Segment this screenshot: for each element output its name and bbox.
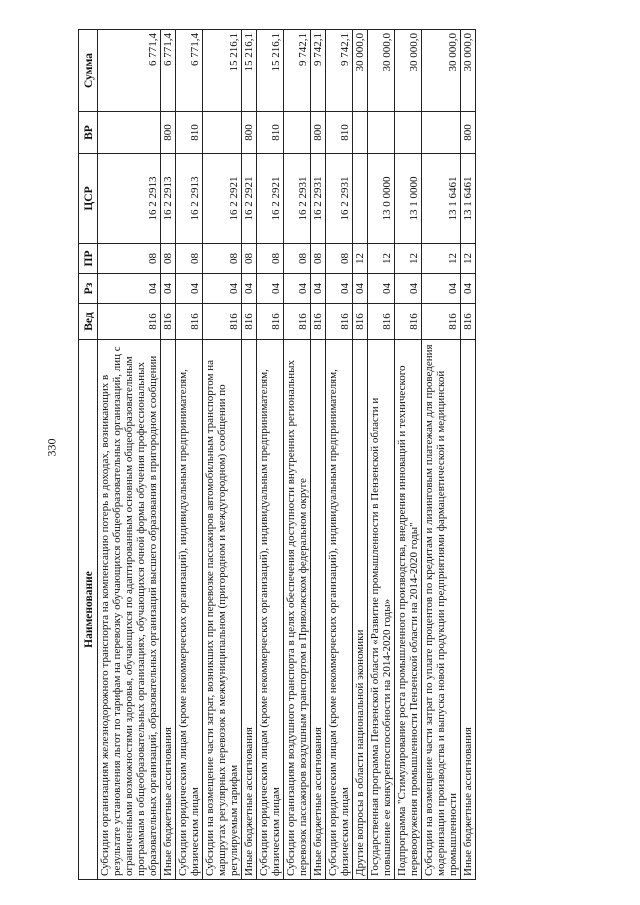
cell-pr: 08 [257,244,284,274]
cell-pr: 12 [422,244,461,274]
cell-sum: 30 000,0 [368,30,395,112]
cell-ved: 816 [203,304,242,340]
cell-sum: 15 216,1 [257,30,284,112]
cell-pr: 08 [326,244,353,274]
cell-name: Субсидии юридическим лицам (кроме некоммерческих организаций), индивидуальным предпринимателям, физическим лицам [326,340,353,880]
header-ved: Вед [79,304,98,340]
cell-vr: 800 [461,112,476,154]
cell-name: Иные бюджетные ассигнования [242,340,257,880]
cell-name: Субсидии организациям воздушного транспорта в целях обеспечения доступности внутренних региональных перевозок пассажиров воздушным транспортом в Приволжском федеральном округе [284,340,311,880]
cell-vr: 800 [161,112,176,154]
cell-csr: 16 2 2921 [242,154,257,244]
table-row [395,30,422,880]
cell-sum: 30 000,0 [422,30,461,112]
cell-ved: 816 [242,304,257,340]
budget-table [78,29,476,880]
table-row [203,30,242,880]
header-sum: Сумма [79,30,98,112]
cell-vr: 800 [242,112,257,154]
cell-ved: 816 [161,304,176,340]
cell-csr: 13 1 6461 [422,154,461,244]
cell-rz: 04 [98,274,161,304]
cell-ved: 816 [176,304,203,340]
cell-csr: 13 1 0000 [395,154,422,244]
cell-pr: 08 [203,244,242,274]
cell-sum: 30 000,0 [395,30,422,112]
header-rz: Рз [79,274,98,304]
table-row [311,30,326,880]
cell-pr: 12 [368,244,395,274]
cell-csr: 16 2 2913 [98,154,161,244]
cell-ved: 816 [326,304,353,340]
cell-vr: 810 [257,112,284,154]
table-row [98,30,161,880]
cell-csr: 16 2 2931 [284,154,311,244]
table-row [284,30,311,880]
cell-ved: 816 [353,304,368,340]
cell-csr: 16 2 2913 [176,154,203,244]
cell-name: Субсидии юридическим лицам (кроме некоммерческих организаций), индивидуальным предпринимателям, физическим лицам [257,340,284,880]
header-row [79,30,98,880]
cell-sum: 30 000,0 [461,30,476,112]
table-row [257,30,284,880]
cell-rz: 04 [368,274,395,304]
cell-vr: 810 [326,112,353,154]
cell-vr: 810 [176,112,203,154]
cell-rz: 04 [461,274,476,304]
cell-vr [203,112,242,154]
cell-sum: 15 216,1 [203,30,242,112]
cell-vr [422,112,461,154]
header-pr: ПР [79,244,98,274]
cell-rz: 04 [422,274,461,304]
table-row [461,30,476,880]
cell-name: Другие вопросы в области национальной экономики [353,340,368,880]
cell-rz: 04 [326,274,353,304]
cell-csr [353,154,368,244]
cell-vr [284,112,311,154]
cell-pr: 08 [311,244,326,274]
cell-sum: 6 771,4 [176,30,203,112]
cell-sum: 15 216,1 [242,30,257,112]
cell-rz: 04 [203,274,242,304]
cell-rz: 04 [176,274,203,304]
cell-name: Субсидии юридическим лицам (кроме некоммерческих организаций), индивидуальным предпринимателям, физическим лицам [176,340,203,880]
cell-ved: 816 [395,304,422,340]
cell-pr: 12 [461,244,476,274]
cell-vr [353,112,368,154]
cell-name: Государственная программа Пензенской области «Развитие промышленности в Пензенской области и повышение ее конкурентоспособности на 2014-2020 годы» [368,340,395,880]
cell-sum: 30 000,0 [353,30,368,112]
cell-name: Субсидии на возмещение части затрат, возникших при перевозке пассажиров автомобильным транспортом на маршрутах регулярных перевозок в межмуниципальном (пригородном и междугородном) сообщении по регулируемым тарифам [203,340,242,880]
header-name: Наименование [79,340,98,880]
cell-name: Подпрограмма "Стимулирование роста промышленного производства, внедрения инноваций и технического перевооружения промышленности Пензенской области на 2014-2020 годы" [395,340,422,880]
cell-name: Субсидии на возмещение части затрат по уплате процентов по кредитам и лизинговым платежам для проведения модернизации производства и выпуска новой продукции предприятиями фармацевтической и медицинской промышленности [422,340,461,880]
cell-pr: 08 [161,244,176,274]
cell-pr: 08 [284,244,311,274]
cell-name: Иные бюджетные ассигнования [461,340,476,880]
cell-rz: 04 [353,274,368,304]
cell-rz: 04 [311,274,326,304]
cell-sum: 6 771,4 [98,30,161,112]
cell-rz: 04 [257,274,284,304]
cell-name: Иные бюджетные ассигнования [311,340,326,880]
table-body [98,30,476,880]
cell-pr: 08 [176,244,203,274]
cell-ved: 816 [257,304,284,340]
cell-name: Субсидии организациям железнодорожного транспорта на компенсацию потерь в доходах, возникающих в результате установления льгот по тарифам на перевозку обучающихся общеобразовательных организаций, лиц с ограниченными возможностями здоровья, обучающихся по адаптированным основным общеобразовательным программам в общеобразовательных организациях, обучающихся очной формы обучения профессиональных образовательных организаций, образовательных организаций высшего образования в пригородном сообщении [98,340,161,880]
cell-csr: 13 1 6461 [461,154,476,244]
cell-vr [395,112,422,154]
cell-csr: 16 2 2913 [161,154,176,244]
cell-sum: 6 771,4 [161,30,176,112]
cell-pr: 08 [98,244,161,274]
table-row [242,30,257,880]
cell-ved: 816 [311,304,326,340]
cell-csr: 16 2 2931 [326,154,353,244]
cell-ved: 816 [422,304,461,340]
cell-vr [368,112,395,154]
cell-pr: 12 [395,244,422,274]
cell-sum: 9 742,1 [284,30,311,112]
table-row [326,30,353,880]
table-row [368,30,395,880]
header-csr: ЦСР [79,154,98,244]
cell-vr: 800 [311,112,326,154]
cell-ved: 816 [284,304,311,340]
header-vr: ВР [79,112,98,154]
cell-rz: 04 [161,274,176,304]
page-number: 330 [44,438,59,457]
cell-vr [98,112,161,154]
cell-rz: 04 [395,274,422,304]
rotated-page [78,30,638,880]
cell-pr: 08 [242,244,257,274]
table-row [422,30,461,880]
cell-sum: 9 742,1 [311,30,326,112]
cell-csr: 16 2 2921 [257,154,284,244]
cell-ved: 816 [461,304,476,340]
cell-csr: 16 2 2931 [311,154,326,244]
table-row [176,30,203,880]
cell-csr: 16 2 2921 [203,154,242,244]
cell-pr: 12 [353,244,368,274]
cell-csr: 13 0 0000 [368,154,395,244]
cell-ved: 816 [98,304,161,340]
cell-rz: 04 [242,274,257,304]
cell-sum: 9 742,1 [326,30,353,112]
cell-name: Иные бюджетные ассигнования [161,340,176,880]
table-row [353,30,368,880]
table-row [161,30,176,880]
cell-rz: 04 [284,274,311,304]
cell-ved: 816 [368,304,395,340]
